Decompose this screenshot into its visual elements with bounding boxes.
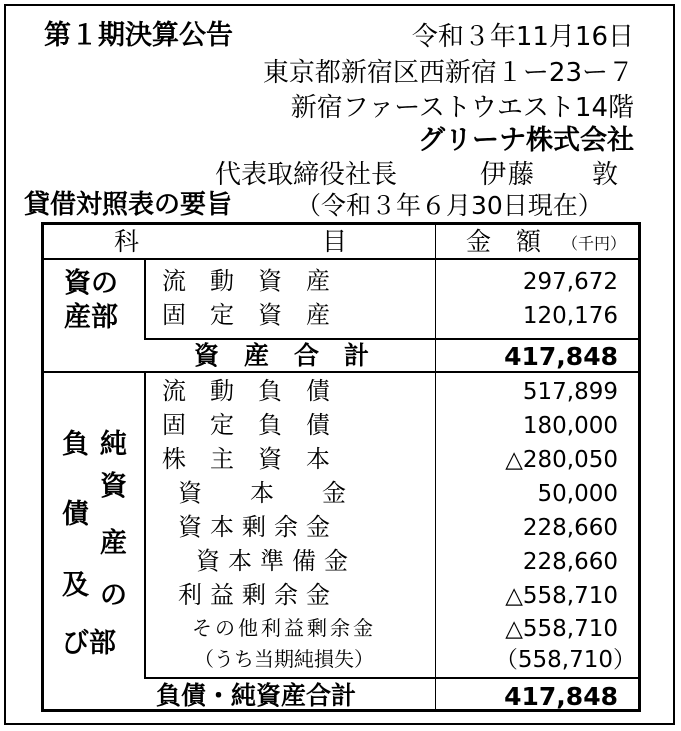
asset-item-label: 流 動 資 産 [162, 267, 330, 295]
liab-item-label: 資本準備金 [196, 547, 356, 575]
liab-section-label-left: 債 [62, 499, 89, 530]
liab-item-label: 株 主 資 本 [162, 445, 330, 473]
header-unit: （千円） [562, 234, 627, 253]
liab-item-label: 固 定 負 債 [162, 411, 330, 439]
liab-section-label-right: 産 [100, 528, 127, 559]
liab-item-label: その他利益剰余金 [192, 616, 376, 640]
liab-total-divider [144, 677, 638, 679]
liab-item-label: （うち当期純損失） [194, 647, 374, 671]
header-divider [44, 258, 638, 260]
liab-section-label-left: 負 [62, 429, 89, 460]
company-name: グリーナ株式会社 [418, 125, 634, 156]
liab-section-label-left: 及 [62, 570, 89, 601]
notice-title: 第１期決算公告 [44, 20, 233, 51]
balance-sheet-title: 貸借対照表の要旨 [24, 190, 233, 220]
address-line-1: 東京都新宿区西新宿１ー23ー７ [262, 58, 634, 88]
header-subject-1: 科 [114, 227, 140, 256]
header-amount: 金 額 [466, 227, 542, 256]
balance-sheet-period: （令和３年６月30日現在） [296, 191, 603, 220]
assets-section-label-2: 産部 [64, 302, 118, 333]
liab-section-label-right: の [100, 580, 127, 611]
asset-item-value: 297,672 [522, 269, 618, 295]
liab-item-label: 資本剰余金 [178, 513, 338, 541]
liab-item-value: △280,050 [505, 447, 618, 473]
liab-total-label: 負債・純資産合計 [156, 681, 357, 710]
assets-total-divider [144, 338, 638, 340]
liab-item-label: 流 動 負 債 [162, 377, 330, 405]
representative-title: 代表取締役社長 [215, 160, 398, 190]
liab-section-divider [144, 373, 146, 679]
liab-total-value: 417,848 [504, 682, 618, 711]
asset-item-value: 120,176 [522, 303, 618, 329]
liab-item-label: 資 本 金 [178, 479, 346, 507]
liab-section-label-right: 純 [100, 429, 127, 460]
liab-section-label-left: び部 [62, 628, 116, 659]
liab-item-value: 517,899 [522, 379, 618, 405]
address-line-2: 新宿ファーストウエスト14階 [290, 93, 634, 123]
assets-section-bottom [44, 371, 638, 373]
assets-section-label-1: 資の [64, 268, 118, 299]
amount-column-divider [435, 225, 436, 709]
header-subject-2: 目 [322, 227, 348, 256]
assets-section-divider [144, 258, 146, 338]
liab-item-value: 228,660 [522, 549, 618, 575]
liab-item-value: 180,000 [522, 413, 618, 439]
liab-section-label-right: 資 [100, 471, 127, 502]
representative-name: 伊藤 敦 [480, 160, 621, 190]
balance-sheet-table [41, 222, 641, 712]
asset-item-label: 固 定 資 産 [162, 301, 330, 329]
liab-item-value: △558,710 [505, 583, 618, 609]
liab-item-value: △558,710 [505, 616, 618, 642]
assets-total-value: 417,848 [504, 342, 618, 371]
liab-item-value: 50,000 [537, 481, 618, 507]
liab-item-value: 228,660 [522, 515, 618, 541]
liab-item-label: 利益剰余金 [178, 581, 338, 609]
notice-date: 令和３年11月16日 [411, 22, 634, 52]
liab-item-value: （558,710） [494, 647, 636, 673]
assets-total-label: 資 産 合 計 [194, 341, 370, 370]
